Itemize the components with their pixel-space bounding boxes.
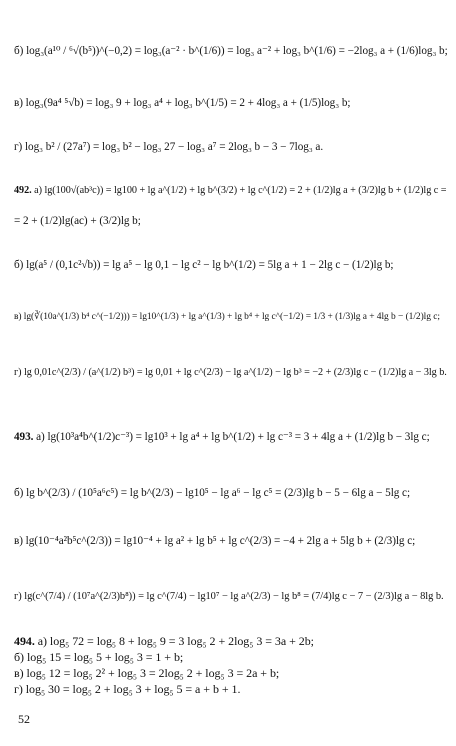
eq-493-a: 493. а) lg(10³a⁴b^(1/2)c⁻³) = lg10³ + lg a⁴ + lg b^(1/2) + lg c⁻³ = 3 + 4lg a + (1/2)lg b − 3lg c; — [14, 431, 430, 443]
eq-494-b: б) log₅ 15 = log₅ 5 + log₅ 3 = 1 + b; — [14, 650, 184, 664]
eq-494-v: в) log₅ 12 = log₅ 2² + log₅ 3 = 2log₅ 2 + log₅ 3 = 2a + b; — [14, 666, 280, 680]
page-number: 52 — [18, 712, 30, 726]
problem-number-492: 492. — [14, 185, 32, 196]
eq-491-b: б) log₃(a¹⁰ / ⁶√(b⁵))^(−0,2) = log₃(a⁻² · b^(1/6)) = log₃ a⁻² + log₃ b^(1/6) = −2log₃ a + (1/6)log₃ b; — [14, 45, 448, 57]
eq-493-v: в) lg(10⁻⁴a²b⁵c^(2/3)) = lg10⁻⁴ + lg a² + lg b⁵ + lg c^(2/3) = −4 + 2lg a + 5lg b + (2/3)lg c; — [14, 535, 416, 547]
eq-492-a-cont: = 2 + (1/2)lg(ac) + (3/2)lg b; — [14, 215, 141, 227]
eq-492-a: 492. а) lg(100√(ab³c)) = lg100 + lg a^(1/2) + lg b^(3/2) + lg c^(1/2) = 2 + (1/2)lg a + (3/2)lg b + (1/2)lg c = — [14, 185, 447, 196]
problem-number-493: 493. — [14, 431, 34, 443]
eq-492-g: г) lg 0,01c^(2/3) / (a^(1/2) b³) = lg 0,01 + lg c^(2/3) − lg a^(1/2) − lg b³ = −2 + (2/3)lg c − (1/2)lg a − 3lg b. — [14, 367, 447, 378]
eq-493-b: б) lg b^(2/3) / (10⁵a⁶c⁵) = lg b^(2/3) − lg10⁵ − lg a⁶ − lg c⁵ = (2/3)lg b − 5 − 6lg a − 5lg c; — [14, 487, 411, 499]
eq-492-v: в) lg(∛(10a^(1/3) b⁴ c^(−1/2))) = lg10^(1/3) + lg a^(1/3) + lg b⁴ + lg c^(−1/2) = 1/3 + (1/3)lg a + 4lg b − (1/2)lg c; — [14, 312, 440, 322]
eq-491-v: в) log₃(9a⁴ ⁵√b) = log₃ 9 + log₃ a⁴ + log₃ b^(1/5) = 2 + 4log₃ a + (1/5)log₃ b; — [14, 97, 351, 109]
eq-494-a: 494. а) log₅ 72 = log₅ 8 + log₅ 9 = 3 log₅ 2 + 2log₅ 3 = 3a + 2b; — [14, 634, 314, 648]
eq-494-g: г) log₅ 30 = log₅ 2 + log₅ 3 + log₅ 5 = a + b + 1. — [14, 682, 241, 696]
eq-491-g: г) log₃ b² / (27a⁷) = log₃ b² − log₃ 27 − log₃ a⁷ = 2log₃ b − 3 − 7log₃ a. — [14, 141, 324, 153]
eq-492-b: б) lg(a⁵ / (0,1c²√b)) = lg a⁵ − lg 0,1 − lg c² − lg b^(1/2) = 5lg a + 1 − 2lg c − (1/2)lg b; — [14, 259, 394, 271]
problem-number-494: 494. — [14, 634, 35, 648]
eq-493-g: г) lg(c^(7/4) / (10⁷a^(2/3)b⁸)) = lg c^(7/4) − lg10⁷ − lg a^(2/3) − lg b⁸ = (7/4)lg c − 7 − (2/3)lg a − 8lg b. — [14, 591, 444, 602]
